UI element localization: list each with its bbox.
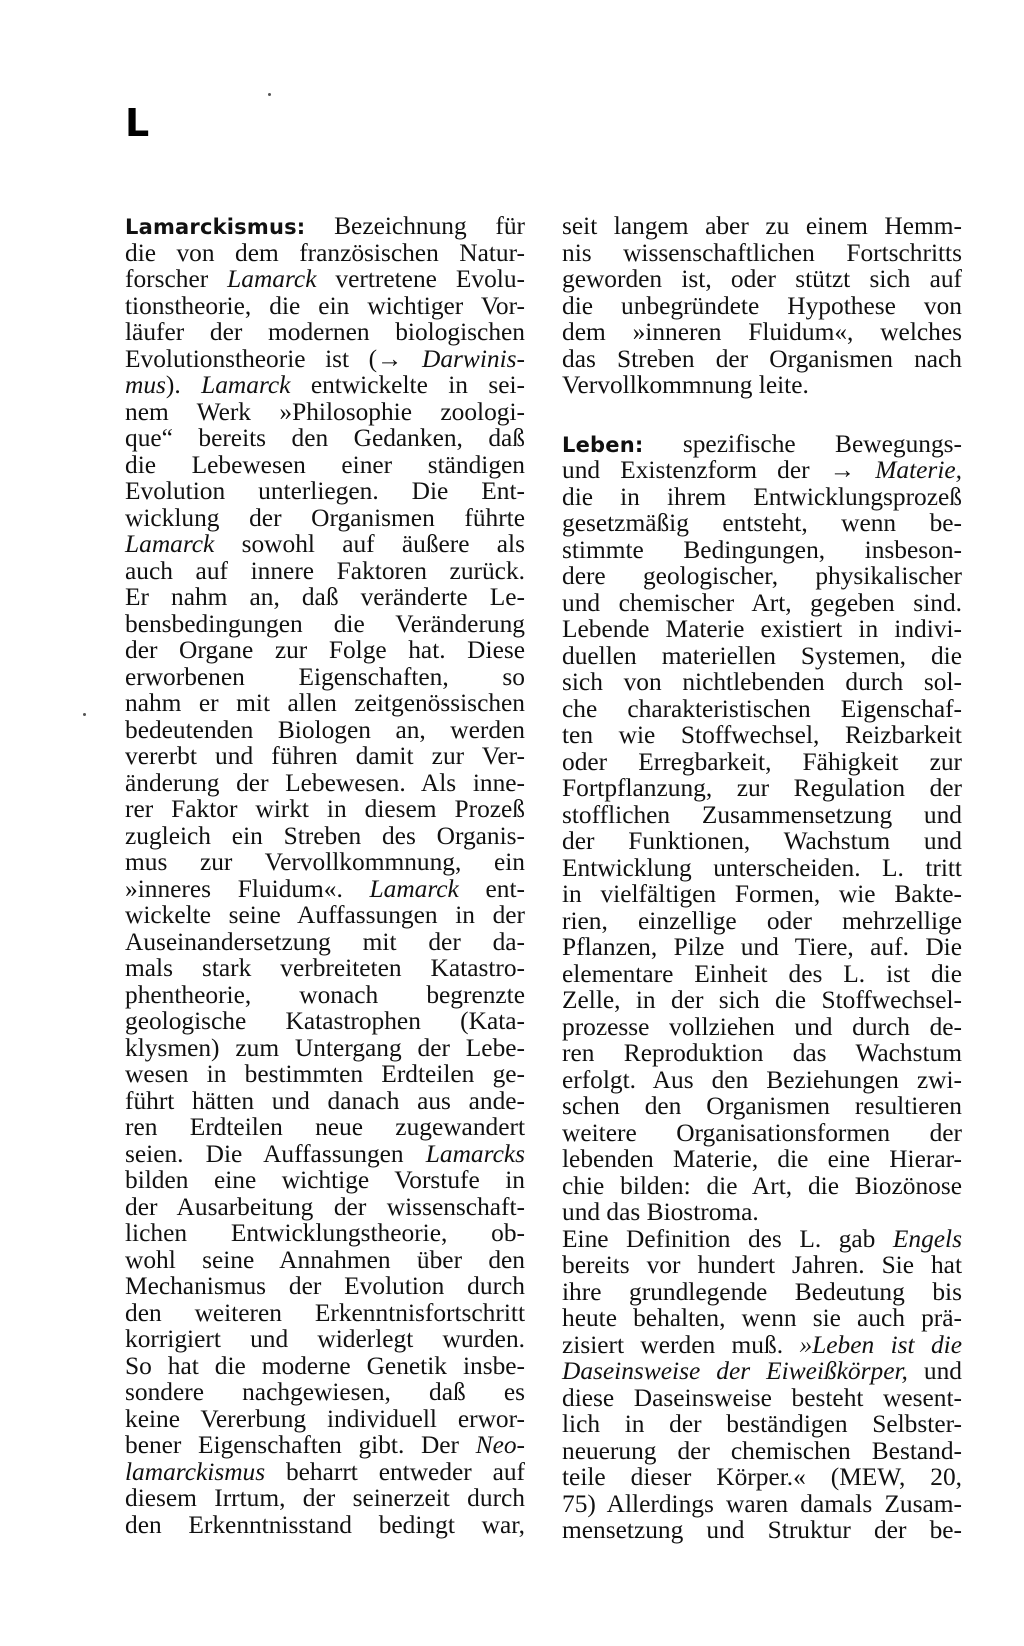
text-line [125,743,525,770]
text-line [562,987,962,1014]
text-run: elementare Einheit des L. ist die [562,959,962,988]
text-line [562,881,962,908]
text-run: ). [165,371,202,399]
text-run: mals stark verbreiteten Katastro- [125,954,525,982]
text-line [562,1438,962,1465]
section-letter: L [125,101,150,145]
italic-term: Lamarck [125,530,215,558]
text-run: Entwicklung unterscheiden. L. tritt [562,853,962,882]
text-line [125,1247,525,1274]
text-run: chie bilden: die Art, die Biozönose [562,1171,962,1200]
text-line [125,664,525,691]
text-run: Er nahm an, daß veränderte Le- [125,583,525,611]
text-run: diesem Irrtum, der seinerzeit durch [125,1484,525,1512]
text-line [562,1358,962,1385]
text-run: ren Reproduktion das Wachstum [562,1039,962,1067]
text-run: Fortpflanzung, zur Regulation der [562,774,962,802]
italic-term: Engels [892,1224,962,1253]
text-run: dem »inneren Fluidum«, welches [562,318,962,346]
text-line [125,319,525,346]
text-run: seien. Die Auffassungen [125,1139,426,1168]
text-line [562,1014,962,1041]
text-line [125,770,525,797]
text-line [562,1464,962,1491]
text-line [562,293,962,320]
text-run: geworden ist, oder stützt sich auf [562,265,962,293]
text-run: dere geologischer, physikalischer [562,562,962,590]
text-run: die unbegründete Hypothese von [562,291,962,320]
entry-gap [562,399,962,431]
text-line [125,876,525,903]
text-run: wickelte seine Auffassungen in der [125,901,525,929]
text-run: Eine Definition des L. gab [562,1224,893,1253]
text-run: das Streben der Organismen nach [562,344,962,373]
italic-term: Daseinsweise der Eiweißkörper, [562,1357,908,1385]
text-line [125,982,525,1009]
italic-term: Materie, [875,456,962,484]
text-line [125,584,525,611]
text-line [562,828,962,855]
text-line [562,855,962,882]
text-run: lebenden Materie, die eine Hierar- [562,1145,962,1173]
text-line [562,319,962,346]
text-line [562,1173,962,1200]
text-line [125,452,525,479]
text-line [562,643,962,670]
text-line [562,1199,962,1226]
text-run: ren Erdteilen neue zugewandert [125,1113,525,1141]
text-run: keine Vererbung individuell erwor- [125,1404,525,1433]
text-run: Mechanismus der Evolution durch [125,1272,525,1300]
text-line [562,961,962,988]
text-line [562,1517,962,1544]
text-line [562,537,962,564]
text-run: und das Biostroma. [562,1198,759,1226]
text-run: zisiert werden muß. [562,1330,800,1359]
text-run: klysmen) zum Untergang der Lebe- [125,1033,525,1062]
text-run: nis wissenschaftlichen Fortschritts [562,238,962,267]
text-run: wohl seine Annahmen über den [125,1245,525,1274]
text-line [562,934,962,961]
text-line [125,505,525,532]
text-run: sondere nachgewiesen, daß es [125,1378,525,1406]
text-run: bensbedingungen die Veränderung [125,609,525,638]
text-run: mus zur Vervollkommnung, ein [125,848,525,876]
text-run: der Funktionen, Wachstum und [562,827,962,855]
text-line [125,1273,525,1300]
text-run: beharrt entweder auf [265,1457,525,1486]
entry-headword: Leben: [562,432,644,457]
text-run: Evolutionstheorie ist (→ [125,344,422,373]
text-line [125,1008,525,1035]
text-line [125,1326,525,1353]
text-line [125,1167,525,1194]
italic-term: mus [125,371,166,399]
text-line [562,590,962,617]
text-run: 75) Allerdings waren damals Zusam- [562,1489,962,1518]
text-line [125,796,525,823]
text-line [125,266,525,293]
italic-term: lamarckismus [125,1457,266,1486]
text-run: Pflanzen, Pilze und Tiere, auf. Die [562,933,962,961]
text-run: erworbenen Eigenschaften, so [125,662,525,691]
text-run: bedeutenden Biologen an, werden [125,715,525,744]
text-run: wicklung der Organismen führte [125,503,525,532]
text-line [562,802,962,829]
text-run: sowohl auf äußere als [214,530,525,558]
text-run: schen den Organismen resultieren [562,1092,962,1120]
text-run: ent- [458,874,525,903]
text-run: führt hätten und danach aus ande- [125,1086,525,1115]
text-run: duellen materiellen Systemen, die [562,641,962,670]
text-line [125,690,525,717]
text-line [562,1093,962,1120]
text-run: que“ bereits den Gedanken, daß [125,424,525,452]
text-line [562,1226,962,1253]
text-line [125,1220,525,1247]
text-run: entwickelte in sei- [290,371,525,399]
text-run: forscher [125,265,228,293]
text-line [125,1035,525,1062]
text-run: stofflichen Zusammensetzung und [562,800,962,829]
text-line [562,696,962,723]
text-run: sich von nichtlebenden durch sol- [562,668,962,696]
text-line [125,955,525,982]
text-line [562,1146,962,1173]
text-line [125,1088,525,1115]
text-line [562,510,962,537]
text-line [125,1300,525,1327]
text-run: zugleich ein Streben des Organis- [125,821,525,850]
text-run: bener Eigenschaften gibt. Der [125,1431,476,1459]
text-run: Bezeichnung für [334,212,525,240]
text-line [125,531,525,558]
text-run: nem Werk »Philosophie zoologi- [125,397,525,426]
text-run: phentheorie, wonach begrenzte [125,980,525,1009]
text-line [562,908,962,935]
text-line [562,1067,962,1094]
text-run: Evolution unterliegen. Die Ent- [125,477,525,505]
italic-term: Lamarcks [425,1139,525,1168]
text-run: nahm er mit allen zeitgenössischen [125,689,525,717]
text-run: den weiteren Erkenntnisfortschritt [125,1298,525,1327]
text-run: diese Daseinsweise besteht wesent- [562,1383,962,1412]
text-line [562,1305,962,1332]
text-line [125,637,525,664]
text-line [562,669,962,696]
text-run: ihre grundlegende Bedeutung bis [562,1277,962,1306]
text-line [562,431,962,458]
text-run: in vielfältigen Formen, wie Bakte- [562,880,962,908]
text-line [125,1485,525,1512]
text-line [125,1141,525,1168]
text-run: che charakteristischen Eigenschaf- [562,694,962,723]
column-right [562,213,962,1544]
text-run: spezifische Bewegungs- [682,429,962,458]
text-line [125,346,525,373]
text-line [562,616,962,643]
text-run: heute behalten, wenn sie auch prä- [562,1304,962,1332]
text-line [125,558,525,585]
text-run: teile dieser Körper.« (MEW, 20, [562,1463,962,1491]
text-run: rer Faktor wirkt in diesem Prozeß [125,795,525,823]
text-run: und [907,1357,962,1385]
text-line [125,849,525,876]
text-run: vererbt und führen damit zur Ver- [125,742,525,770]
italic-term: Lamarck [201,371,291,399]
text-line [562,749,962,776]
text-run: korrigiert und widerlegt wurden. [125,1325,525,1353]
text-line [562,372,962,399]
text-line [125,478,525,505]
text-line [562,484,962,511]
italic-term: Neo- [475,1431,525,1459]
text-run: und Existenzform der → [562,456,876,484]
text-line [125,1379,525,1406]
text-run: den Erkenntnisstand bedingt war, [125,1510,525,1539]
text-line [125,399,525,426]
text-run: »inneres Fluidum«. [125,874,370,903]
text-run: bereits vor hundert Jahren. Sie hat [562,1251,962,1279]
text-line [562,266,962,293]
italic-term: Lamarck [369,874,459,903]
text-run: Lebende Materie existiert in indivi- [562,615,962,643]
text-run: die von dem französischen Natur- [125,238,525,267]
text-line [562,775,962,802]
text-run: prozesse vollziehen und durch de- [562,1012,962,1041]
text-line [125,1353,525,1380]
text-line [562,457,962,484]
text-line [562,563,962,590]
text-line [125,1432,525,1459]
text-line [125,1061,525,1088]
text-line [562,1120,962,1147]
text-line [125,293,525,320]
text-run: So hat die moderne Genetik insbe- [125,1351,525,1380]
text-line [562,1385,962,1412]
text-line [125,1512,525,1539]
text-line [562,1411,962,1438]
text-run: die Lebewesen einer ständigen [125,450,525,479]
text-line [125,1459,525,1486]
text-run: Auseinandersetzung mit der da- [125,927,525,956]
text-line [125,240,525,267]
text-run: stimmte Bedingungen, insbeson- [562,535,962,564]
column-left [125,213,525,1538]
text-line [562,213,962,240]
entry-headword: Lamarckismus: [125,215,306,239]
text-run: und chemischer Art, gegeben sind. [562,588,962,617]
text-run: geologische Katastrophen (Kata- [125,1007,525,1035]
italic-term: Darwinis- [422,344,525,373]
text-run: seit langem aber zu einem Hemm- [562,212,962,240]
print-speck [83,713,86,716]
text-run: lich in der beständigen Selbster- [562,1410,962,1438]
text-line [562,1040,962,1067]
text-run: ten wie Stoffwechsel, Reizbarkeit [562,721,962,749]
text-line [125,425,525,452]
text-run: gesetzmäßig entsteht, wenn be- [562,509,962,537]
text-run: oder Erregbarkeit, Fähigkeit zur [562,747,962,776]
text-run: vertretene Evolu- [316,265,525,293]
text-line [562,1491,962,1518]
text-run: wesen in bestimmten Erdteilen ge- [125,1060,525,1088]
text-run: der Organe zur Folge hat. Diese [125,636,525,664]
italic-term: Lamarck [227,265,317,293]
text-line [562,346,962,373]
text-run: Vervollkommnung leite. [562,371,809,399]
text-run: rien, einzellige oder mehrzellige [562,906,962,935]
text-line [125,611,525,638]
text-line [125,372,525,399]
text-line [125,213,525,240]
text-run: mensetzung und Struktur der be- [562,1516,962,1544]
text-line [562,1332,962,1359]
text-run: Zelle, in der sich die Stoffwechsel- [562,986,962,1014]
text-run: weitere Organisationsformen der [562,1118,962,1147]
text-run: der Ausarbeitung der wissenschaft- [125,1192,525,1221]
text-run: lichen Entwicklungstheorie, ob- [125,1219,525,1247]
text-run: neuerung der chemischen Bestand- [562,1436,962,1465]
text-line [125,1406,525,1433]
text-run: tionstheorie, die ein wichtiger Vor- [125,291,525,320]
text-line [562,1279,962,1306]
text-line [125,1194,525,1221]
text-run: änderung der Lebewesen. Als inne- [125,768,525,797]
text-line [562,1252,962,1279]
text-line [562,722,962,749]
text-line [125,823,525,850]
italic-term: »Leben ist die [799,1330,963,1359]
text-run: läufer der modernen biologischen [125,318,525,346]
text-line [125,929,525,956]
text-run: erfolgt. Aus den Beziehungen zwi- [562,1065,962,1094]
text-run: die in ihrem Entwicklungsprozeß [562,482,962,511]
text-run: auch auf innere Faktoren zurück. [125,556,525,585]
text-run: bilden eine wichtige Vorstufe in [125,1166,525,1194]
text-line [125,1114,525,1141]
print-speck [268,93,271,96]
text-line [562,240,962,267]
text-line [125,717,525,744]
text-line [125,902,525,929]
